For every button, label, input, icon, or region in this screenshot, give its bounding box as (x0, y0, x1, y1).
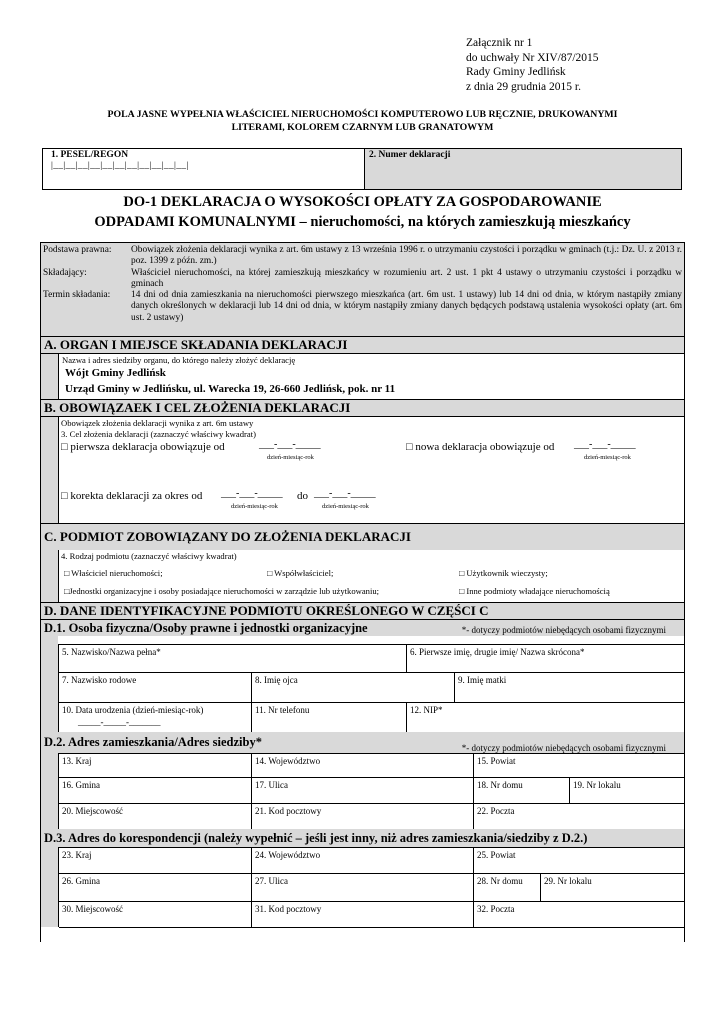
father-name-field[interactable]: 8. Imię ojca (252, 673, 455, 703)
owner-checkbox[interactable]: □ Właściciel nieruchomości; (64, 568, 163, 578)
corr-commune-field[interactable]: 26. Gmina (59, 874, 252, 902)
birth-date-field[interactable]: 10. Data urodzenia (dzień-miesiąc-rok) _____-_____-_______ (59, 703, 252, 733)
pesel-slots: |__|__|__|__|__|__|__|__|__|__|__| (51, 161, 189, 171)
purpose-box: Obowiązek złożenia deklaracji wynika z art. 6m ustawy 3. Cel złożenia deklaracji (zaznaczyć właściwy kwadrat) □ pierwsza deklaracja obowiązuje od ___-___-_____ dzień-miesiąc-rok □ nowa deklaracja obowiązuje od ___-___-_____ dzień-miesiąc-rok □ korekta deklaracji za okres od ___-___-_____ dzień-miesiąc-rok do ___-___-_____ dzień-miesiąc-rok (58, 417, 684, 523)
declaration-number-field: 2. Numer deklaracji (365, 149, 681, 189)
declaration-form (40, 242, 685, 942)
commune-field[interactable]: 16. Gmina (59, 778, 252, 804)
new-declaration-checkbox[interactable]: □ nowa deklaracja obowiązuje od (406, 441, 555, 453)
corr-apartment-number-field[interactable]: 29. Nr lokalu (541, 874, 685, 902)
pesel-field[interactable]: 1. PESEL/REGON |__|__|__|__|__|__|__|__|__|__|__| (43, 149, 365, 189)
annex-line: Załącznik nr 1 (466, 37, 533, 49)
section-d1-title: D.1. Osoba fizyczna/Osoby prawne i jednostki organizacyjne *- dotyczy podmiotów niebędących osobami fizycznymi (41, 620, 684, 636)
annex-line: z dnia 29 grudnia 2015 r. (466, 80, 581, 93)
perpetual-user-checkbox[interactable]: □ Użytkownik wieczysty; (459, 568, 548, 578)
new-declaration-date[interactable]: ___-___-_____ (574, 439, 636, 450)
corr-country-field[interactable]: 23. Kraj (59, 848, 252, 874)
postal-code-field[interactable]: 21. Kod pocztowy (252, 804, 474, 830)
co-owner-checkbox[interactable]: □ Współwłaściciel; (267, 568, 334, 578)
corr-house-number-field[interactable]: 28. Nr domu (474, 874, 541, 902)
corr-voivodeship-field[interactable]: 24. Województwo (252, 848, 474, 874)
correction-date-from[interactable]: ___-___-_____ (221, 488, 283, 499)
fill-instructions: POLA JASNE WYPEŁNIA WŁAŚCICIEL NIERUCHOMOŚCI KOMPUTEROWO LUB RĘCZNIE, DRUKOWANYMI LITERAMI, KOLOREM CZARNYM LUB GRANATOWYM (107, 109, 618, 133)
d3-grid (58, 847, 684, 927)
form-subtitle: ODPADAMI KOMUNALNYMI – nieruchomości, na których zamieszkują mieszkańcy (94, 214, 631, 230)
section-d2-title: D.2. Adres zamieszkania/Adres siedziby* *- dotyczy podmiotów niebędących osobami fizycznymi (41, 732, 684, 753)
corr-post-office-field[interactable]: 32. Poczta (474, 902, 685, 928)
organizational-units-checkbox[interactable]: □Jednostki organizacyjne i osoby posiadające nieruchomości w zarządzie lub użytkowaniu; (64, 586, 380, 596)
post-office-field[interactable]: 22. Poczta (474, 804, 685, 830)
legal-info: Podstawa prawna: Obowiązek złożenia deklaracji wynika z art. 6m ustawy z 13 września 1996 r. o utrzymaniu czystości i porządku w gminach (t.j.: Dz. U. z 2013 r. poz. 1399 z późn. zm.) Składający: Właściciel nieruchomości, na której zamieszkują mieszkańcy w rozumieniu art. 2 ust. 1 pkt 4 ustawy o utrzymaniu czystości i porządku w gminach Termin składania: 14 dni od dnia zamieszkania na nieruchomości pierwszego mieszkańca (art. 6m ust. 1 ustawy) lub 14 dni od dnia, w którym nastąpiły zmiany danych określonych w deklaracji lub 14 dni od dnia, w którym nastąpiły zmiany danych będących podstawą ustalenia wysokości opłaty (art. 6m ust. 2 ustawy) (41, 243, 684, 336)
corr-postal-code-field[interactable]: 31. Kod pocztowy (252, 902, 474, 928)
corr-county-field[interactable]: 25. Powiat (474, 848, 685, 874)
correction-checkbox[interactable]: □ korekta deklaracji za okres od (61, 490, 203, 502)
d1-grid (58, 644, 684, 732)
city-field[interactable]: 20. Miejscowość (59, 804, 252, 830)
nip-field[interactable]: 12. NIP* (407, 703, 685, 733)
mother-name-field[interactable]: 9. Imię matki (455, 673, 685, 703)
first-declaration-checkbox[interactable]: □ pierwsza deklaracja obowiązuje od (61, 441, 225, 453)
house-number-field[interactable]: 18. Nr domu (474, 778, 570, 804)
section-c-title: C. PODMIOT ZOBOWIĄZANY DO ZŁOŻENIA DEKLARACJI (41, 523, 684, 551)
first-names-field[interactable]: 6. Pierwsze imię, drugie imię/ Nazwa skrócona* (407, 645, 685, 673)
annex-line: Rady Gminy Jedlińsk (466, 66, 566, 79)
annex-line: do uchwały Nr XIV/87/2015 (466, 51, 599, 64)
correction-date-to[interactable]: ___-___-_____ (314, 488, 376, 499)
form-title: DO-1 DEKLARACJA O WYSOKOŚCI OPŁATY ZA GOSPODAROWANIE (123, 194, 602, 210)
organ-address: Urząd Gminy w Jedlińsku, ul. Warecka 19, 26-660 Jedlińsk, pok. nr 11 (65, 383, 396, 395)
corr-street-field[interactable]: 27. Ulica (252, 874, 474, 902)
phone-field[interactable]: 11. Nr telefonu (252, 703, 407, 733)
street-field[interactable]: 17. Ulica (252, 778, 474, 804)
section-d-title: D. DANE IDENTYFIKACYJNE PODMIOTU OKREŚLONEGO W CZĘŚCI C (41, 602, 684, 620)
section-a-title: A. ORGAN I MIEJSCE SKŁADANIA DEKLARACJI (41, 336, 684, 354)
annex-header (466, 36, 599, 94)
county-field[interactable]: 15. Powiat (474, 754, 685, 778)
family-name-field[interactable]: 7. Nazwisko rodowe (59, 673, 252, 703)
first-declaration-date[interactable]: ___-___-_____ (259, 439, 321, 450)
d2-grid (58, 753, 684, 829)
corr-city-field[interactable]: 30. Miejscowość (59, 902, 252, 928)
other-entities-checkbox[interactable]: □ Inne podmioty władające nieruchomością (459, 586, 610, 596)
country-field[interactable]: 13. Kraj (59, 754, 252, 778)
organ-box: Nazwa i adres siedziby organu, do którego należy złożyć deklarację Wójt Gminy Jedlińsk Urząd Gminy w Jedlińsku, ul. Warecka 19, 26-660 Jedlińsk, pok. nr 11 (58, 354, 684, 399)
apartment-number-field[interactable]: 19. Nr lokalu (570, 778, 685, 804)
section-b-title: B. OBOWIĄZAEK I CEL ZŁOŻENIA DEKLARACJI (41, 399, 684, 417)
voivodeship-field[interactable]: 14. Województwo (252, 754, 474, 778)
organ-name: Wójt Gminy Jedlińsk (65, 367, 166, 379)
section-d3-title: D.3. Adres do korespondencji (należy wypełnić – jeśli jest inny, niż adres zamieszkania/siedziby z D.2.) (41, 829, 684, 848)
full-name-field[interactable]: 5. Nazwisko/Nazwa pełna* (59, 645, 407, 673)
identification-box (42, 148, 682, 190)
entity-type-box: 4. Rodzaj podmiotu (zaznaczyć właściwy kwadrat) □ Właściciel nieruchomości; □ Współwłaściciel; □ Użytkownik wieczysty; □Jednostki organizacyjne i osoby posiadające nieruchomości w zarządzie lub użytkowaniu; □ Inne podmioty władające nieruchomością (58, 550, 684, 602)
